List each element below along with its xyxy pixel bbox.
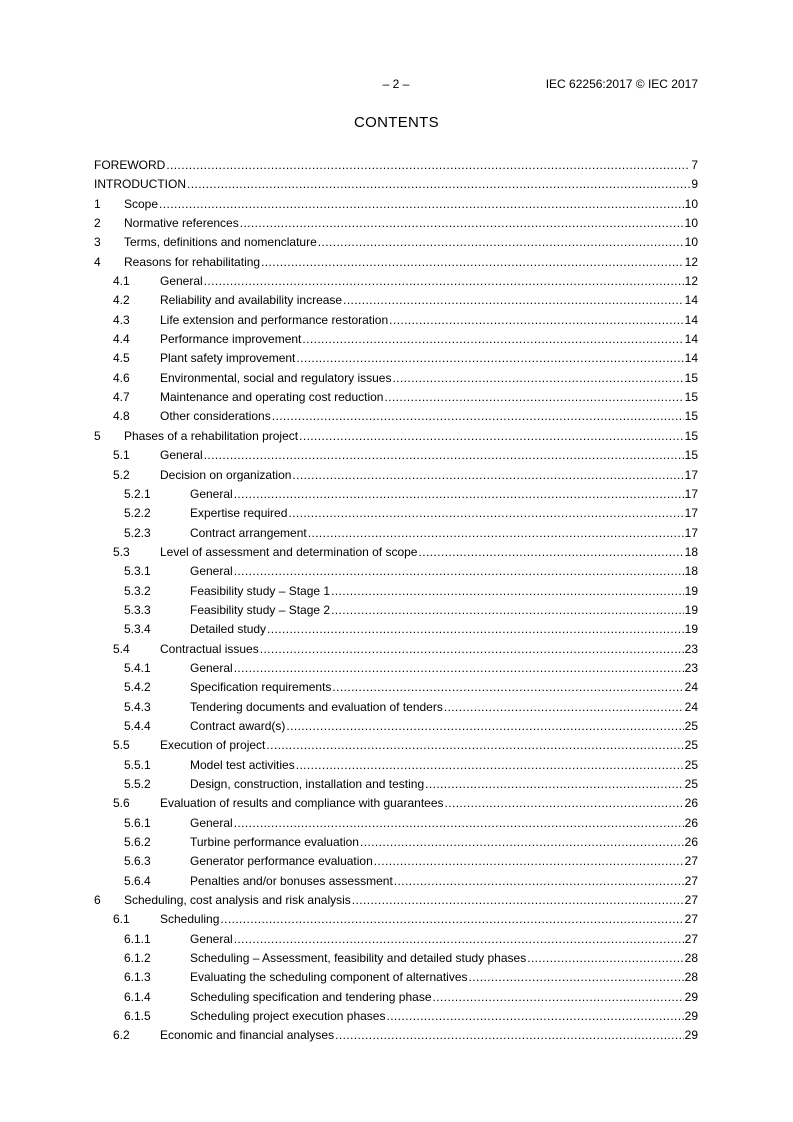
toc-entry-page: 23 [684, 660, 698, 675]
toc-entry[interactable] [94, 930, 698, 949]
toc-entry[interactable] [94, 485, 698, 504]
dot-leader [234, 930, 684, 949]
toc-entry-number: 5.6.1 [124, 815, 151, 830]
toc-entry-number: 5.3.2 [124, 583, 151, 598]
toc-entry-page: 26 [684, 815, 698, 830]
toc-entry-page: 26 [684, 835, 698, 850]
toc-entry-number: 5.3.4 [124, 622, 151, 637]
toc-entry-number: 5.4.2 [124, 680, 151, 695]
toc-entry-title: Execution of project [160, 738, 266, 753]
dot-leader [527, 949, 683, 968]
dot-leader [343, 291, 684, 310]
toc-entry-page: 28 [684, 951, 698, 966]
dot-leader [374, 852, 684, 871]
toc-entry[interactable] [94, 562, 698, 581]
toc-entry-title: Normative references [124, 216, 239, 231]
toc-entry-title: Scheduling specification and tendering phase [190, 989, 432, 1004]
toc-entry-title: General [160, 274, 203, 289]
dot-leader [187, 175, 690, 194]
toc-entry-title: Life extension and performance restoration [160, 312, 389, 327]
toc-entry-number: 4.7 [113, 390, 130, 405]
dot-leader [234, 485, 684, 504]
toc-entry-number: 5.2.2 [124, 506, 151, 521]
dot-leader [272, 407, 684, 426]
toc-entry-number: 5.5.2 [124, 777, 151, 791]
toc-entry-title: Expertise required [190, 506, 288, 521]
toc-entry-title: Scheduling project execution phases [190, 1009, 386, 1024]
toc-entry-title: General [190, 486, 233, 501]
toc-entry-title: Environmental, social and regulatory issues [160, 370, 392, 385]
toc-entry-number: 6.1.3 [124, 970, 151, 985]
toc-entry-page: 10 [684, 235, 698, 250]
toc-entry-title: Feasibility study – Stage 2 [190, 602, 331, 617]
toc-entry-page: 14 [684, 332, 698, 347]
toc-entry-title: Reasons for rehabilitating [124, 254, 261, 269]
toc-entry-title: Penalties and/or bonuses assessment [190, 873, 393, 888]
toc-entry[interactable] [94, 311, 698, 330]
toc-entry-number: 6.1.2 [124, 951, 151, 966]
dot-leader [469, 968, 684, 987]
toc-entry-page: 24 [684, 680, 698, 695]
page-header [94, 76, 698, 92]
dot-leader [204, 446, 684, 465]
toc-entry-number: 5.5 [113, 738, 130, 753]
toc-entry[interactable] [94, 407, 698, 426]
toc-entry-number: 5 [94, 428, 101, 443]
toc-entry-number: 5.4 [113, 641, 130, 656]
toc-entry-title: Turbine performance evaluation [190, 835, 359, 850]
toc-entry[interactable] [94, 291, 698, 310]
toc-entry[interactable] [94, 253, 698, 272]
toc-entry[interactable] [94, 1026, 698, 1045]
toc-entry-number: 6 [94, 893, 101, 908]
toc-entry-page: 12 [684, 254, 698, 269]
toc-entry-page: 26 [684, 796, 698, 811]
toc-entry[interactable] [94, 349, 698, 368]
toc-entry-title: Economic and financial analyses [160, 1028, 335, 1043]
toc-entry-title: General [160, 448, 203, 463]
toc-entry[interactable] [94, 736, 698, 755]
dot-leader [220, 910, 683, 929]
dot-leader [394, 872, 684, 891]
toc-entry-title: Feasibility study – Stage 1 [190, 583, 331, 598]
dot-leader [433, 988, 684, 1007]
dot-leader [392, 369, 683, 388]
toc-entry-page: 25 [684, 777, 698, 791]
toc-entry-page: 25 [684, 718, 698, 733]
toc-entry-title: General [190, 564, 233, 579]
toc-entry-title: Contract award(s) [190, 718, 286, 733]
toc-entry[interactable] [94, 156, 698, 175]
dot-leader [296, 756, 684, 775]
toc-entry-title: Scheduling, cost analysis and risk analysis [124, 893, 351, 908]
toc-entry-number: 5.4.1 [124, 660, 151, 675]
dot-leader [335, 1026, 684, 1045]
toc-entry-page: 27 [684, 854, 698, 869]
toc-entry-number: 5.5.1 [124, 757, 151, 772]
toc-entry-title: Plant safety improvement [160, 351, 296, 366]
toc-entry-number: 6.2 [113, 1028, 130, 1043]
toc-entry-number: 1 [94, 196, 101, 211]
toc-entry-title: Design, construction, installation and testing [190, 777, 425, 791]
toc-entry[interactable] [94, 717, 698, 736]
dot-leader [266, 736, 683, 755]
toc-entry-number: 5.3.3 [124, 602, 151, 617]
toc-entry-page: 15 [684, 390, 698, 405]
dot-leader [425, 775, 684, 794]
toc-entry-title: Level of assessment and determination of scope [160, 544, 418, 559]
toc-entry-number: 5.2 [113, 467, 130, 482]
toc-entry[interactable] [94, 852, 698, 871]
toc-entry-page: 19 [684, 602, 698, 617]
toc-entry[interactable] [94, 659, 698, 678]
toc-entry-page: 15 [684, 370, 698, 385]
toc-entry-number: 2 [94, 216, 101, 231]
dot-leader [240, 214, 684, 233]
toc-entry-page: 17 [684, 506, 698, 521]
toc-entry-page: 14 [684, 293, 698, 308]
toc-entry-number: 5.4.3 [124, 699, 151, 714]
toc-entry-title: Performance improvement [160, 332, 302, 347]
toc-entry[interactable] [94, 369, 698, 388]
toc-entry-page: 29 [684, 989, 698, 1004]
toc-entry-title: Detailed study [190, 622, 267, 637]
toc-entry-number: 6.1.5 [124, 1009, 151, 1024]
toc-entry-title: General [190, 660, 233, 675]
toc-entry-page: 12 [684, 274, 698, 289]
dot-leader [384, 388, 683, 407]
dot-leader [331, 582, 684, 601]
toc-entry-page: 25 [684, 757, 698, 772]
dot-leader [299, 427, 684, 446]
dot-leader [166, 156, 690, 175]
toc-entry[interactable] [94, 794, 698, 813]
toc-entry-title: General [190, 815, 233, 830]
toc-entry-number: 5.2.1 [124, 486, 151, 501]
toc-entry[interactable] [94, 524, 698, 543]
dot-leader [308, 524, 684, 543]
toc-entry[interactable] [94, 466, 698, 485]
toc-entry-page: 18 [684, 564, 698, 579]
toc-entry-page: 15 [684, 448, 698, 463]
dot-leader [389, 311, 684, 330]
document-id: IEC 62256:2017 © IEC 2017 [545, 77, 698, 91]
toc-entry-page: 23 [684, 641, 698, 656]
toc-entry-number: 4.5 [113, 351, 130, 366]
toc-entry-title: Evaluation of results and compliance with guarantees [160, 796, 444, 811]
toc-entry[interactable] [94, 214, 698, 233]
dot-leader [292, 466, 683, 485]
toc-entry-page: 10 [684, 196, 698, 211]
toc-entry-number: 5.2.3 [124, 525, 151, 540]
toc-entry-page: 25 [684, 738, 698, 753]
dot-leader [204, 272, 684, 291]
toc-entry-number: 4.1 [113, 274, 130, 289]
toc-entry-page: 14 [684, 312, 698, 327]
toc-entry-title: Scheduling [160, 912, 220, 927]
toc-entry[interactable] [94, 814, 698, 833]
toc-entry-number: 4 [94, 254, 101, 269]
dot-leader [318, 233, 684, 252]
toc-entry-title: Contract arrangement [190, 525, 307, 540]
toc-entry[interactable] [94, 949, 698, 968]
toc-entry-page: 10 [684, 216, 698, 231]
toc-entry[interactable] [94, 175, 698, 194]
toc-entry-title: General [190, 931, 233, 946]
toc-entry-number: 6.1 [113, 912, 130, 927]
toc-entry[interactable] [94, 543, 698, 562]
dot-leader [386, 1007, 683, 1026]
toc-entry-number: 4.6 [113, 370, 130, 385]
dot-leader [445, 794, 684, 813]
toc-entry-number: 4.2 [113, 293, 130, 308]
toc-entry-title: Tendering documents and evaluation of tenders [190, 699, 443, 714]
dot-leader [352, 891, 684, 910]
toc-entry[interactable] [94, 233, 698, 252]
toc-entry-number: 5.6.4 [124, 873, 151, 888]
toc-entry[interactable] [94, 446, 698, 465]
dot-leader [360, 833, 684, 852]
dot-leader [331, 601, 684, 620]
toc-entry-title: Reliability and availability increase [160, 293, 343, 308]
toc-entry-number: 3 [94, 235, 101, 250]
dot-leader [444, 698, 684, 717]
toc-entry[interactable] [94, 640, 698, 659]
table-of-contents [94, 156, 698, 1046]
dot-leader [267, 620, 684, 639]
toc-entry-page: 17 [684, 525, 698, 540]
dot-leader [288, 504, 683, 523]
toc-entry-number: 4.4 [113, 332, 130, 347]
toc-entry-title: Evaluating the scheduling component of alternatives [190, 970, 468, 985]
toc-entry-page: 9 [691, 177, 698, 192]
toc-entry-number: 5.6.3 [124, 854, 151, 869]
page-number: – 2 – [382, 77, 410, 91]
toc-entry-number: 5.3.1 [124, 564, 151, 579]
page-title: CONTENTS [354, 114, 439, 131]
toc-entry-title: Contractual issues [160, 641, 259, 656]
toc-entry[interactable] [94, 891, 698, 910]
toc-entry-title: Scope [124, 196, 159, 211]
toc-entry-number: 5.3 [113, 544, 130, 559]
toc-entry-page: 27 [684, 873, 698, 888]
toc-entry[interactable] [94, 330, 698, 349]
toc-entry-title: Decision on organization [160, 467, 292, 482]
toc-entry-page: 15 [684, 428, 698, 443]
dot-leader [296, 349, 683, 368]
toc-entry[interactable] [94, 388, 698, 407]
toc-entry-number: 5.4.4 [124, 718, 151, 733]
toc-entry-title: Model test activities [190, 757, 295, 772]
toc-entry-page: 29 [684, 1009, 698, 1024]
toc-entry[interactable] [94, 504, 698, 523]
toc-entry-number: 6.1.4 [124, 989, 151, 1004]
toc-entry-title: Phases of a rehabilitation project [124, 428, 299, 443]
toc-entry-page: 19 [684, 622, 698, 637]
toc-entry[interactable] [94, 872, 698, 891]
toc-entry-page: 19 [684, 583, 698, 598]
toc-entry-page: 17 [684, 467, 698, 482]
toc-entry-number: 5.1 [113, 448, 130, 463]
toc-entry-page: 29 [684, 1028, 698, 1043]
dot-leader [286, 717, 683, 736]
toc-entry[interactable] [94, 601, 698, 620]
toc-entry[interactable] [94, 427, 698, 446]
toc-entry-number: 4.3 [113, 312, 130, 327]
toc-entry[interactable] [94, 678, 698, 697]
toc-entry-title: Terms, definitions and nomenclature [124, 235, 317, 250]
toc-entry-number: 6.1.1 [124, 931, 151, 946]
toc-entry-title: FOREWORD [94, 158, 166, 172]
toc-entry[interactable] [94, 620, 698, 639]
toc-entry-page: 7 [691, 158, 698, 172]
dot-leader [234, 659, 684, 678]
dot-leader [332, 678, 683, 697]
dot-leader [261, 253, 684, 272]
toc-entry[interactable] [94, 1007, 698, 1026]
toc-entry-page: 27 [684, 912, 698, 927]
toc-entry-number: 5.6 [113, 796, 130, 811]
toc-entry-page: 15 [684, 409, 698, 424]
dot-leader [418, 543, 683, 562]
dot-leader [159, 195, 684, 214]
toc-entry-page: 14 [684, 351, 698, 366]
toc-entry-number: 4.8 [113, 409, 130, 424]
toc-entry-title: Scheduling – Assessment, feasibility and detailed study phases [190, 951, 527, 966]
dot-leader [302, 330, 683, 349]
toc-entry[interactable] [94, 272, 698, 291]
toc-entry-page: 28 [684, 970, 698, 985]
toc-entry-title: INTRODUCTION [94, 177, 186, 192]
toc-entry[interactable] [94, 988, 698, 1007]
toc-entry[interactable] [94, 698, 698, 717]
toc-entry-title: Specification requirements [190, 680, 332, 695]
toc-entry[interactable] [94, 775, 698, 794]
toc-entry-page: 24 [684, 699, 698, 714]
toc-entry-title: Maintenance and operating cost reduction [160, 390, 384, 405]
dot-leader [234, 562, 684, 581]
toc-entry-title: Generator performance evaluation [190, 854, 373, 869]
toc-entry-page: 18 [684, 544, 698, 559]
toc-entry-page: 17 [684, 486, 698, 501]
toc-entry-page: 27 [684, 931, 698, 946]
toc-entry[interactable] [94, 968, 698, 987]
dot-leader [234, 814, 684, 833]
toc-entry[interactable] [94, 582, 698, 601]
toc-entry[interactable] [94, 910, 698, 929]
toc-entry[interactable] [94, 195, 698, 214]
dot-leader [260, 640, 684, 659]
toc-entry[interactable] [94, 833, 698, 852]
toc-entry[interactable] [94, 756, 698, 775]
toc-entry-number: 5.6.2 [124, 835, 151, 850]
toc-entry-title: Other considerations [160, 409, 271, 424]
toc-entry-page: 27 [684, 893, 698, 908]
